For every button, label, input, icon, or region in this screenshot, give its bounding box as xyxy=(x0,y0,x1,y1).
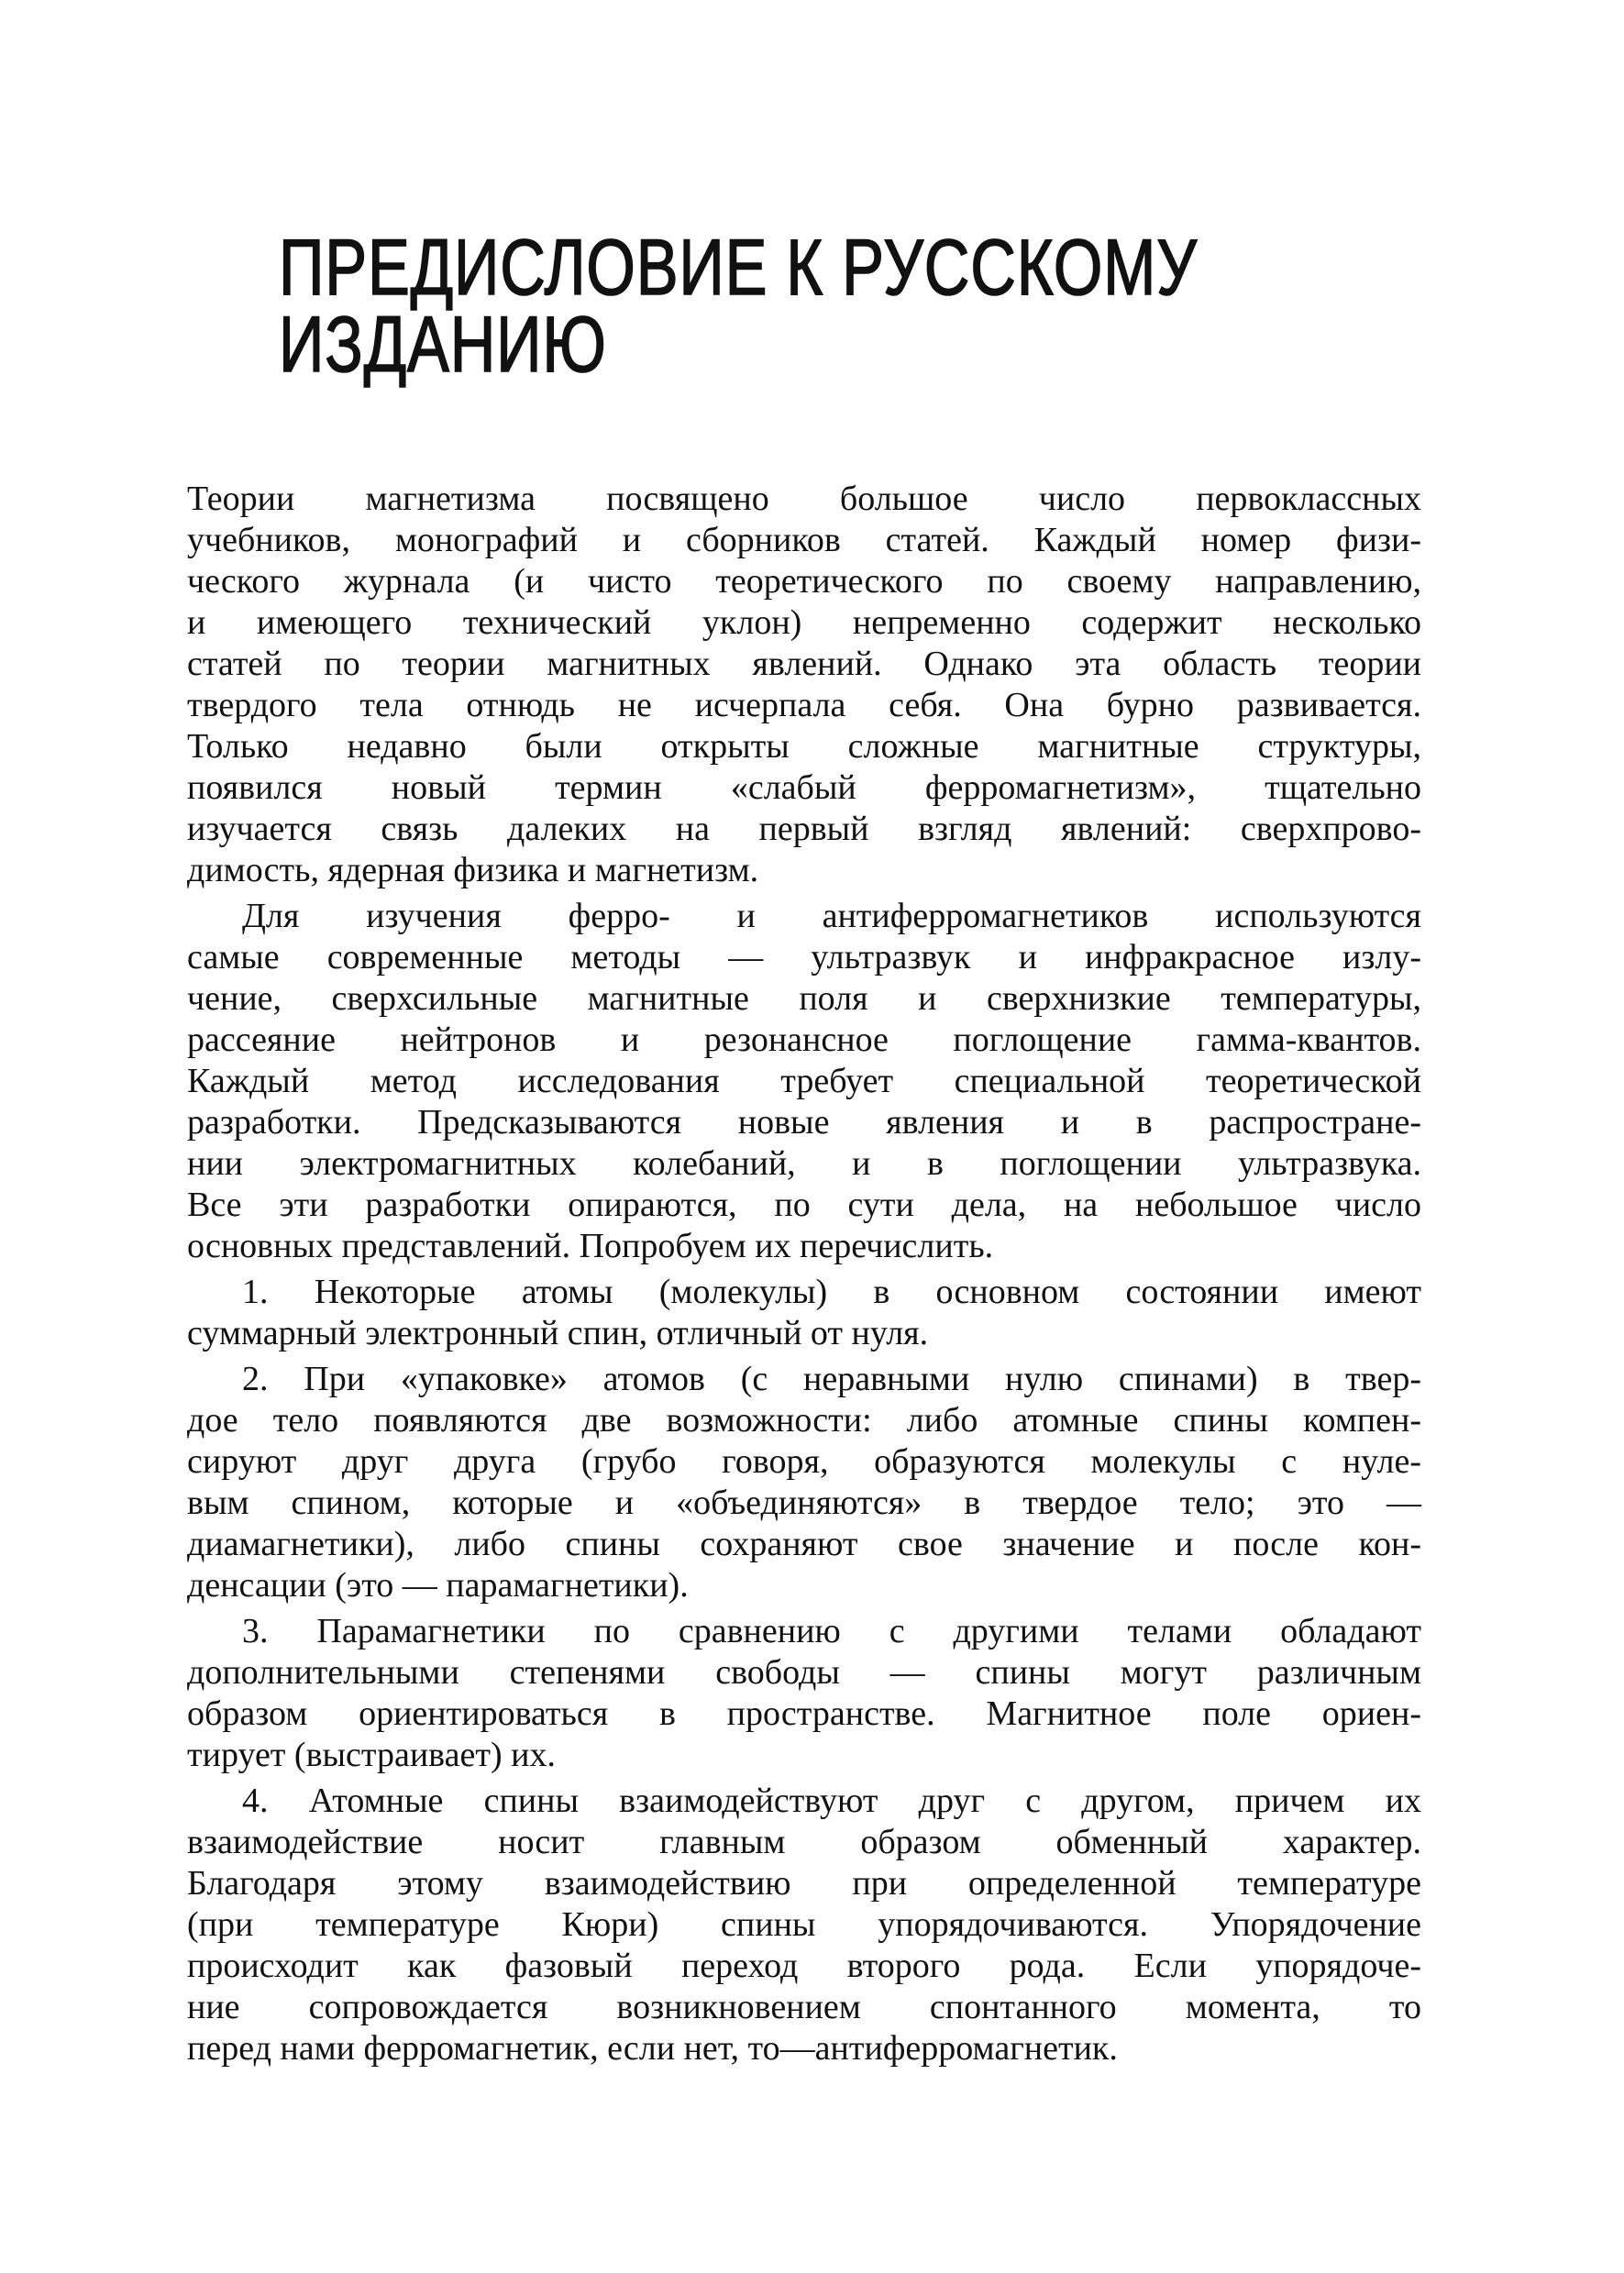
title-line: ПРЕДИСЛОВИЕ К РУССКОМУ xyxy=(279,224,1198,312)
text-line: 2. При «упаковке» атомов (с неравными нулю спинами) в твер- xyxy=(242,1360,1421,1398)
text-line: вым спином, которые и «объединяются» в твердое тело; это — xyxy=(187,1484,1421,1522)
text-line: дое тело появляются две возможности: либо атомные спины компен- xyxy=(187,1401,1421,1440)
text-line: дополнительными степенями свободы — спины могут различным xyxy=(187,1653,1421,1692)
paragraph xyxy=(187,1781,1421,2069)
paragraph xyxy=(187,1611,1421,1776)
text-line: Теории магнетизма посвящено большое число первоклассных xyxy=(187,480,1421,518)
text-line: рассеяние нейтронов и резонансное поглощение гамма-квантов. xyxy=(187,1021,1421,1059)
text-line: появился новый термин «слабый ферромагнетизм», тщательно xyxy=(187,768,1421,807)
text-line: 4. Атомные спины взаимодействуют друг с другом, причем их xyxy=(242,1782,1421,1820)
text-line: изучается связь далеких на первый взгляд явлений: сверхпрово- xyxy=(187,810,1421,848)
page-title xyxy=(279,224,1198,389)
text-line: Только недавно были открыты сложные магнитные структуры, xyxy=(187,727,1421,766)
text-line: денсации (это — парамагнетики). xyxy=(187,1566,689,1605)
text-line: происходит как фазовый переход второго рода. Если упорядоче- xyxy=(187,1947,1421,1985)
text-line: чение, сверхсильные магнитные поля и сверхнизкие температуры, xyxy=(187,979,1421,1018)
text-line: перед нами ферромагнетик, если нет, то—антиферромагнетик. xyxy=(187,2029,1118,2068)
paragraph xyxy=(187,1359,1421,1606)
text-line: ние сопровождается возникновением спонтанного момента, то xyxy=(187,1988,1421,2026)
text-line: сируют друг друга (грубо говоря, образуются молекулы с нуле- xyxy=(187,1442,1421,1481)
paragraph xyxy=(187,896,1421,1267)
text-line: Все эти разработки опираются, по сути дела, на небольшое число xyxy=(187,1186,1421,1224)
text-line: 3. Парамагнетики по сравнению с другими телами обладают xyxy=(242,1612,1421,1650)
text-line: Каждый метод исследования требует специальной теоретической xyxy=(187,1062,1421,1100)
text-line: самые современные методы — ультразвук и инфракрасное излу- xyxy=(187,938,1421,977)
text-line: суммарный электронный спин, отличный от нуля. xyxy=(187,1314,929,1352)
title-line: ИЗДАНИЮ xyxy=(279,301,607,389)
text-line: нии электромагнитных колебаний, и в поглощении ультразвука. xyxy=(187,1144,1421,1183)
text-line: (при температуре Кюри) спины упорядочиваются. Упорядочение xyxy=(187,1905,1421,1944)
paragraph xyxy=(187,479,1421,891)
text-line: взаимодействие носит главным образом обменный характер. xyxy=(187,1823,1421,1861)
text-line: основных представлений. Попробуем их перечислить. xyxy=(187,1227,994,1265)
text-line: Для изучения ферро- и антиферромагнетиков используются xyxy=(242,897,1421,935)
text-line: учебников, монографий и сборников статей. Каждый номер физи- xyxy=(187,521,1421,559)
text-line: и имеющего технический уклон) непременно содержит несколько xyxy=(187,603,1421,642)
paragraph xyxy=(187,1272,1421,1354)
text-line: 1. Некоторые атомы (молекулы) в основном состоянии имеют xyxy=(242,1273,1421,1311)
text-line: тирует (выстраивает) их. xyxy=(187,1736,556,1774)
text-line: димость, ядерная физика и магнетизм. xyxy=(187,851,759,889)
text-line: Благодаря этому взаимодействию при определенной температуре xyxy=(187,1864,1421,1903)
text-line: диамагнетики), либо спины сохраняют свое значение и после кон- xyxy=(187,1525,1421,1563)
text-line: ческого журнала (и чисто теоретического по своему направлению, xyxy=(187,562,1421,601)
text-line: статей по теории магнитных явлений. Однако эта область теории xyxy=(187,645,1421,683)
body-text xyxy=(187,479,1421,2069)
text-line: разработки. Предсказываются новые явления и в распростране- xyxy=(187,1103,1421,1142)
text-line: образом ориентироваться в пространстве. Магнитное поле ориен- xyxy=(187,1694,1421,1733)
text-line: твердого тела отнюдь не исчерпала себя. Она бурно развивается. xyxy=(187,686,1421,724)
